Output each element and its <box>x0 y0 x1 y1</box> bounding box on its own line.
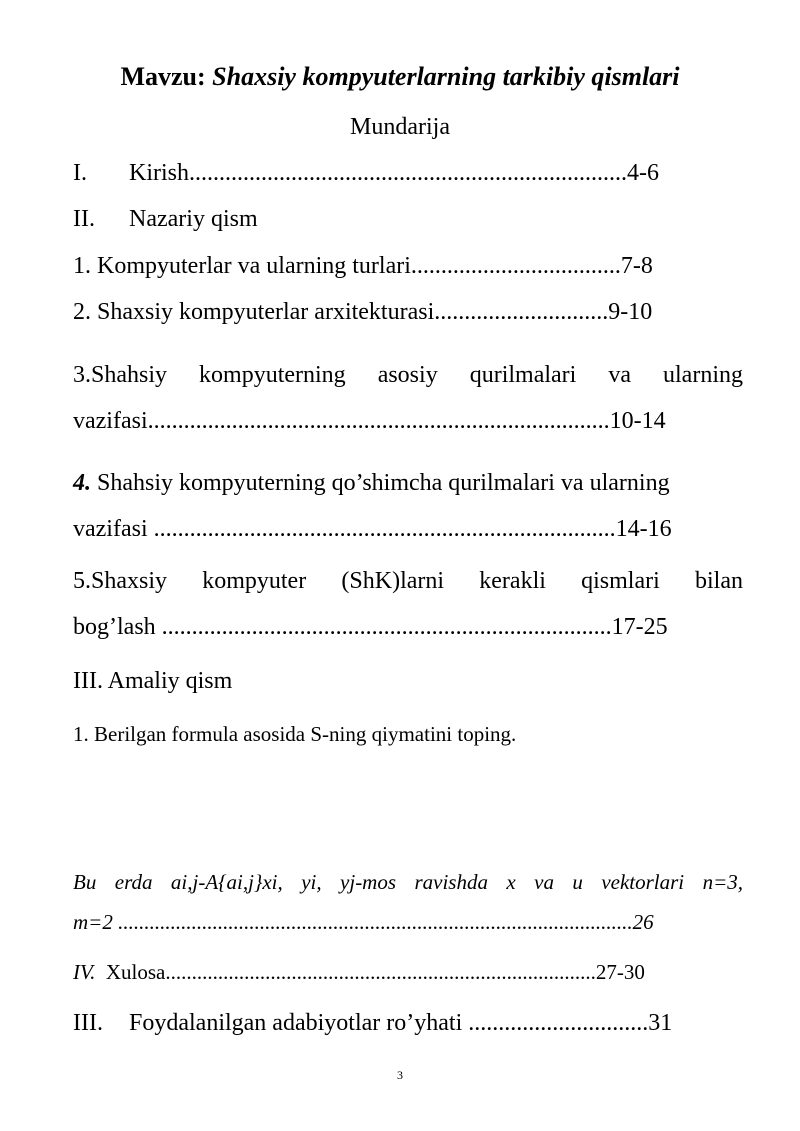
toc-entry-conclusion <box>73 960 645 985</box>
toc-entry-4-text: Shahsiy kompyuterning qo’shimcha qurilmalari va ularning <box>91 470 670 496</box>
toc-references-text: Foydalanilgan adabiyotlar ro’yhati ..............................31 <box>129 1010 673 1036</box>
toc-entry-5-line1: 5.Shaxsiy kompyuter (ShK)larni kerakli qismlari bilan <box>73 568 743 594</box>
toc-references-number: III. <box>73 1010 103 1036</box>
toc-conclusion-text: Xulosa..................................................................................27-30 <box>105 960 645 984</box>
toc-conclusion-number: IV. <box>73 960 96 984</box>
toc-entry-theory <box>73 206 258 233</box>
toc-practice-item-1: 1. Berilgan formula asosida S-ning qiymatini toping. <box>73 722 517 746</box>
title-prefix: Mavzu: <box>120 62 206 91</box>
toc-entry-intro <box>73 160 659 187</box>
toc-entry-4-line2: vazifasi .............................................................................14-16 <box>73 516 672 542</box>
toc-entry-references <box>73 1010 672 1037</box>
toc-entry-2: 2. Shaxsiy kompyuterlar arxitekturasi.............................9-10 <box>73 299 653 325</box>
toc-heading: Mundarija <box>350 114 450 140</box>
toc-entry-practice: III. Amaliy qism <box>73 668 233 694</box>
toc-entry-4-line1 <box>73 470 670 497</box>
page-number: 3 <box>397 1068 403 1082</box>
toc-entry-4-number: 4. <box>73 470 91 496</box>
toc-intro-number: I. <box>73 160 87 186</box>
toc-note-line2: m=2 ..................................................................................................26 <box>73 910 654 934</box>
toc-entry-5-line2: bog’lash ...........................................................................17-25 <box>73 614 668 640</box>
page-title <box>0 62 800 92</box>
toc-note-line1: Bu erda ai,j-A{ai,j}xi, yi, yj-mos ravishda x va u vektorlari n=3, <box>73 870 743 894</box>
toc-entry-3-line2: vazifasi.............................................................................10-14 <box>73 408 666 434</box>
toc-entry-1: 1. Kompyuterlar va ularning turlari...................................7-8 <box>73 253 653 279</box>
toc-intro-text: Kirish.........................................................................4-6 <box>129 160 659 186</box>
toc-theory-text: Nazariy qism <box>129 206 258 232</box>
title-topic: Shaxsiy kompyuterlarning tarkibiy qismlari <box>212 62 680 91</box>
toc-theory-number: II. <box>73 206 95 232</box>
toc-entry-3-line1: 3.Shahsiy kompyuterning asosiy qurilmalari va ularning <box>73 362 743 388</box>
